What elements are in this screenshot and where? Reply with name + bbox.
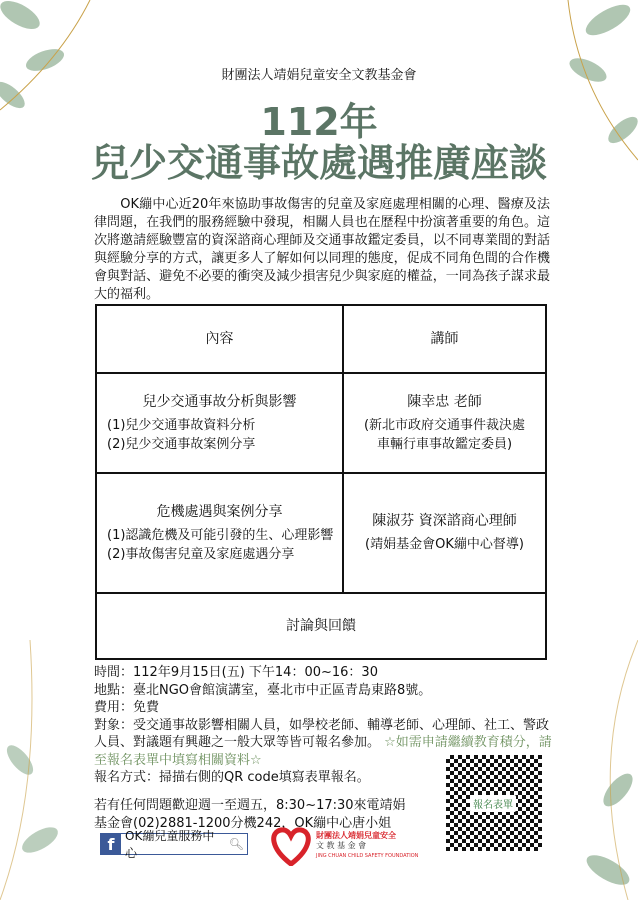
- facebook-search-badge[interactable]: [100, 829, 248, 860]
- topic-item: (2)事故傷害兒童及家庭處遇分享: [107, 546, 295, 562]
- title-year: 112年: [260, 100, 378, 144]
- facebook-icon: f: [101, 834, 121, 854]
- qr-label: 報名表單: [470, 795, 516, 812]
- foundation-logo: [270, 826, 418, 866]
- logo-name: 財團法人靖娟兒童安全: [316, 831, 396, 840]
- topic: 兒少交通事故分析與影響: [142, 393, 297, 410]
- table-header-row: [96, 305, 546, 373]
- speaker-note: (靖娟基金會OK繃中心督導): [365, 537, 524, 552]
- agenda-table: [95, 304, 547, 660]
- heart-logo-icon: [270, 826, 312, 866]
- table-row: [96, 593, 546, 659]
- table-row: [96, 473, 546, 593]
- intro-paragraph: OK繃中心近20年來協助事故傷害的兒童及家庭處理相關的心理、醫療及法律問題，在我們的服務經驗中發現，相關人員也在歷程中扮演著重要的角色。這次將邀請經驗豐富的資深諮商心理師及交通事故鑑定委員，以不同專業間的對話與經驗分享的方式，讓更多人了解如何以同理的態度，促成不同角色間的合作機會與對話、避免不必要的衝突及減少損害兒少與家庭的權益，一同為孩子謀求最大的福利。: [94, 197, 550, 302]
- speaker-note: (新北市政府交通事件裁決處: [363, 417, 526, 433]
- credit-note: ☆如需申請繼續教育積分，請至報名表單中填寫相關資料☆: [94, 735, 552, 768]
- header-speaker: 講師: [343, 305, 546, 373]
- leaf-decoration-bottom-left: [0, 640, 90, 900]
- logo-english: JING CHUAN CHILD SAFETY FOUNDATION: [316, 853, 419, 859]
- facebook-label: OK繃兒童服務中心: [125, 829, 215, 860]
- event-fee: 費用：免費: [94, 700, 160, 715]
- page-title: 兒少交通事故處遇推廣座談: [90, 141, 547, 185]
- organization-name: 財團法人靖娟兒童安全文教基金會: [221, 68, 417, 83]
- contact-line: 若有任何問題歡迎週一至週五，8:30~17:30來電靖娟: [94, 798, 406, 813]
- table-row: [96, 373, 546, 473]
- topic-item: (2)兒少交通事故案例分享: [107, 436, 256, 452]
- speaker: 陳幸忠 老師: [407, 393, 482, 410]
- event-time: 時間：112年9月15日(五) 下午14：00~16：30: [94, 665, 378, 680]
- signup-method: 報名方式：掃描右側的QR code填寫表單報名。: [94, 770, 370, 785]
- contact-line: 基金會(02)2881-1200分機242，OK繃中心唐小姐: [94, 816, 392, 831]
- event-audience: 對象：受交通事故影響相關人員，如學校老師、輔導老師、心理師、社工、警政人員、對議題有興趣之一般大眾等皆可報名參加。: [94, 717, 550, 750]
- logo-sub: 文 教 基 金 會: [316, 841, 367, 850]
- speaker: 陳淑芬 資深諮商心理師: [372, 513, 517, 529]
- search-icon: 🔍︎: [228, 837, 244, 851]
- topic-item: (1)兒少交通事故資料分析: [107, 417, 256, 433]
- event-location: 地點：臺北NGO會館演講室，臺北市中正區青島東路8號。: [94, 682, 432, 698]
- closing-session: 討論與回饋: [96, 593, 546, 659]
- topic-item: (1)認識危機及可能引發的生、心理影響: [107, 527, 334, 543]
- topic: 危機處遇與案例分享: [156, 503, 283, 520]
- speaker-note: 車輛行車事故鑑定委員): [376, 436, 513, 452]
- header-content: 內容: [96, 305, 343, 373]
